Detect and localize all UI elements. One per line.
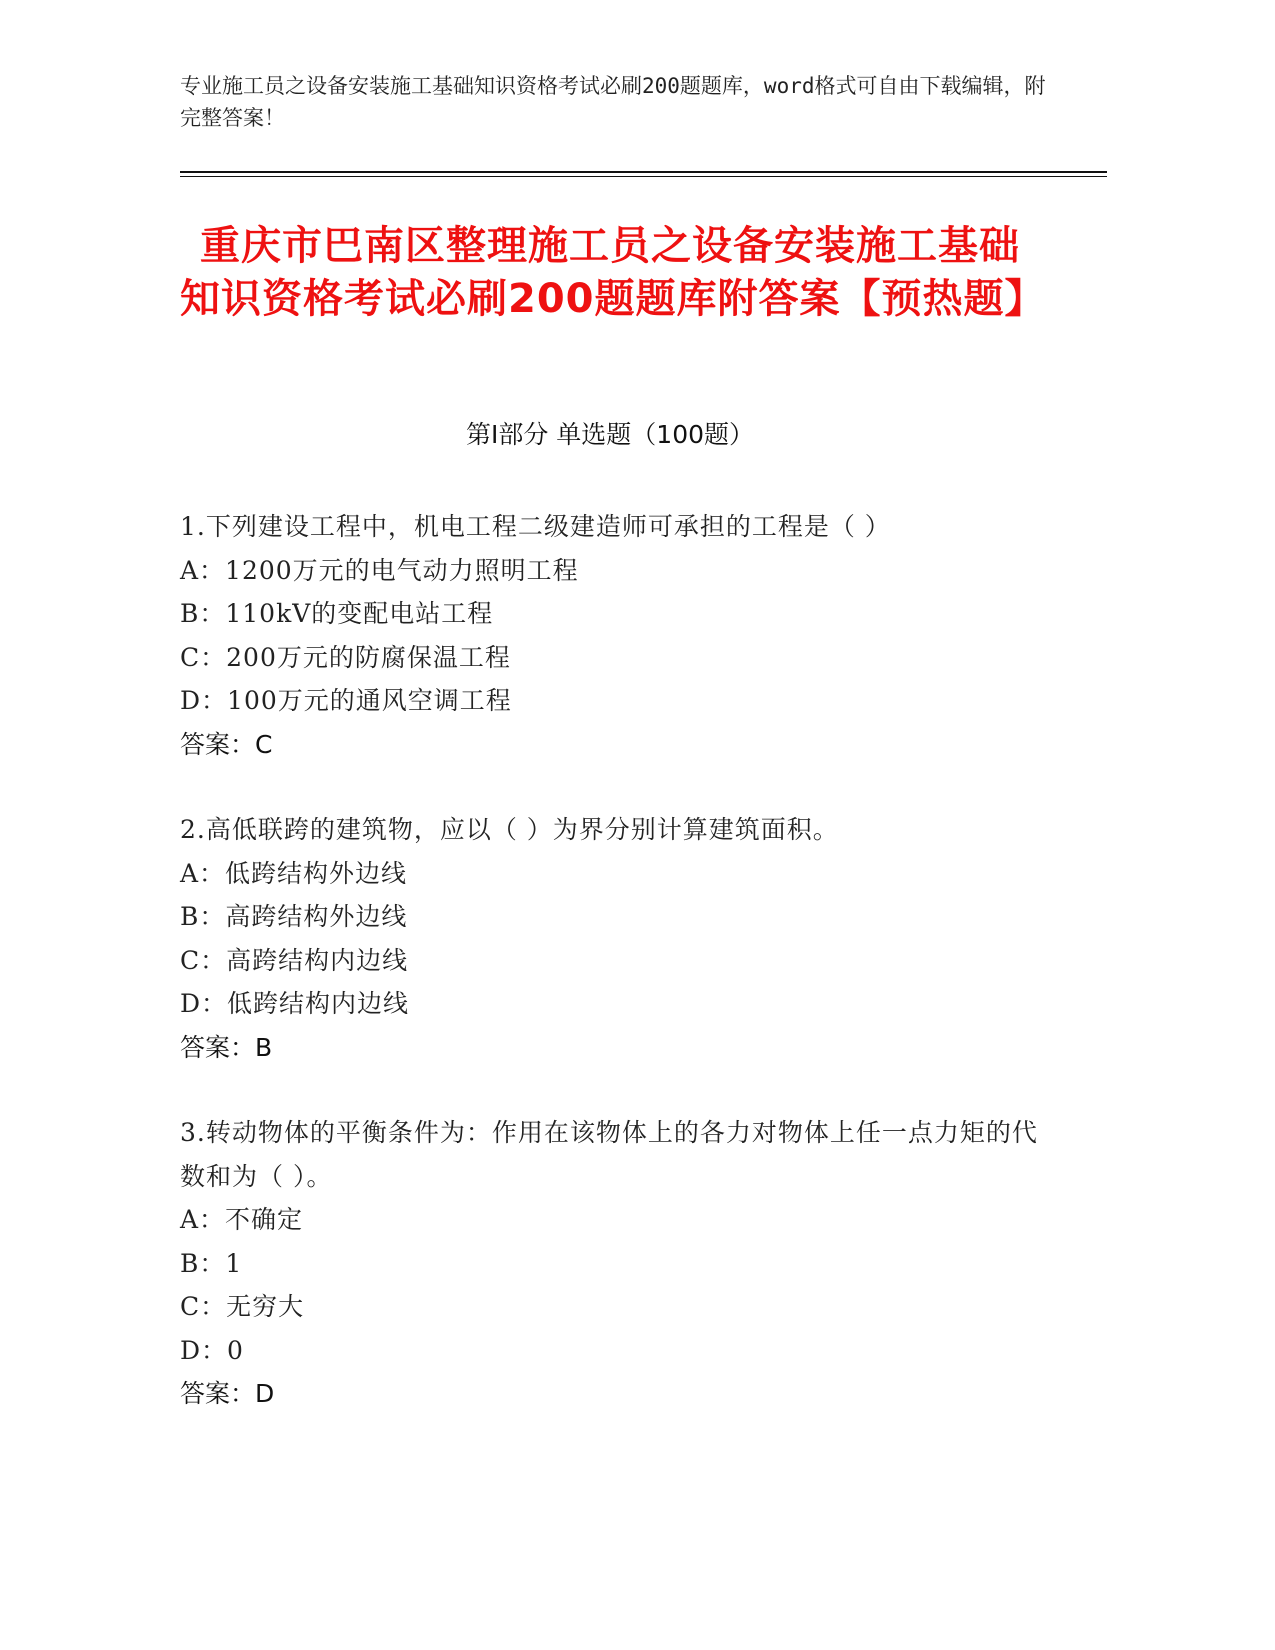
option-d: D：0 bbox=[180, 1335, 244, 1365]
section-heading: 第Ⅰ部分 单选题（100题） bbox=[465, 420, 755, 449]
header-note: 专业施工员之设备安装施工基础知识资格考试必刷200题题库，word格式可自由下载编辑，附完整答案！ bbox=[180, 74, 1046, 130]
option-d: D：100万元的通风空调工程 bbox=[180, 686, 512, 715]
option-b: B：高跨结构外边线 bbox=[180, 902, 408, 931]
header-divider-thin bbox=[180, 176, 1107, 177]
header-divider-thick bbox=[180, 171, 1107, 173]
document-title: 重庆市巴南区整理施工员之设备安装施工基础知识资格考试必刷200题题库附答案【预热题】 bbox=[180, 223, 1046, 322]
question-stem: 1.下列建设工程中，机电工程二级建造师可承担的工程是（ ） bbox=[180, 512, 891, 541]
option-a: A：1200万元的电气动力照明工程 bbox=[180, 555, 579, 585]
option-c: C：无穷大 bbox=[180, 1292, 305, 1321]
question-stem: 2.高低联跨的建筑物，应以（ ）为界分别计算建筑面积。 bbox=[180, 815, 839, 844]
option-a: A：低跨结构外边线 bbox=[180, 858, 408, 888]
answer-text: 答案：C bbox=[180, 729, 273, 759]
option-b: B：110kV的变配电站工程 bbox=[180, 599, 494, 628]
option-d: D：低跨结构内边线 bbox=[180, 989, 410, 1018]
option-c: C：200万元的防腐保温工程 bbox=[180, 642, 511, 672]
question-stem: 3.转动物体的平衡条件为：作用在该物体上的各力对物体上任一点力矩的代数和为（ ）。 bbox=[180, 1118, 1038, 1191]
answer-text: 答案：B bbox=[180, 1032, 273, 1062]
question-2 bbox=[180, 808, 1060, 1069]
option-c: C：高跨结构内边线 bbox=[180, 945, 409, 975]
question-list bbox=[180, 505, 1060, 1458]
option-a: A：不确定 bbox=[180, 1205, 304, 1234]
question-1 bbox=[180, 505, 1060, 766]
answer-text: 答案：D bbox=[180, 1379, 275, 1408]
option-b: B：1 bbox=[180, 1248, 243, 1278]
question-3 bbox=[180, 1111, 1060, 1416]
